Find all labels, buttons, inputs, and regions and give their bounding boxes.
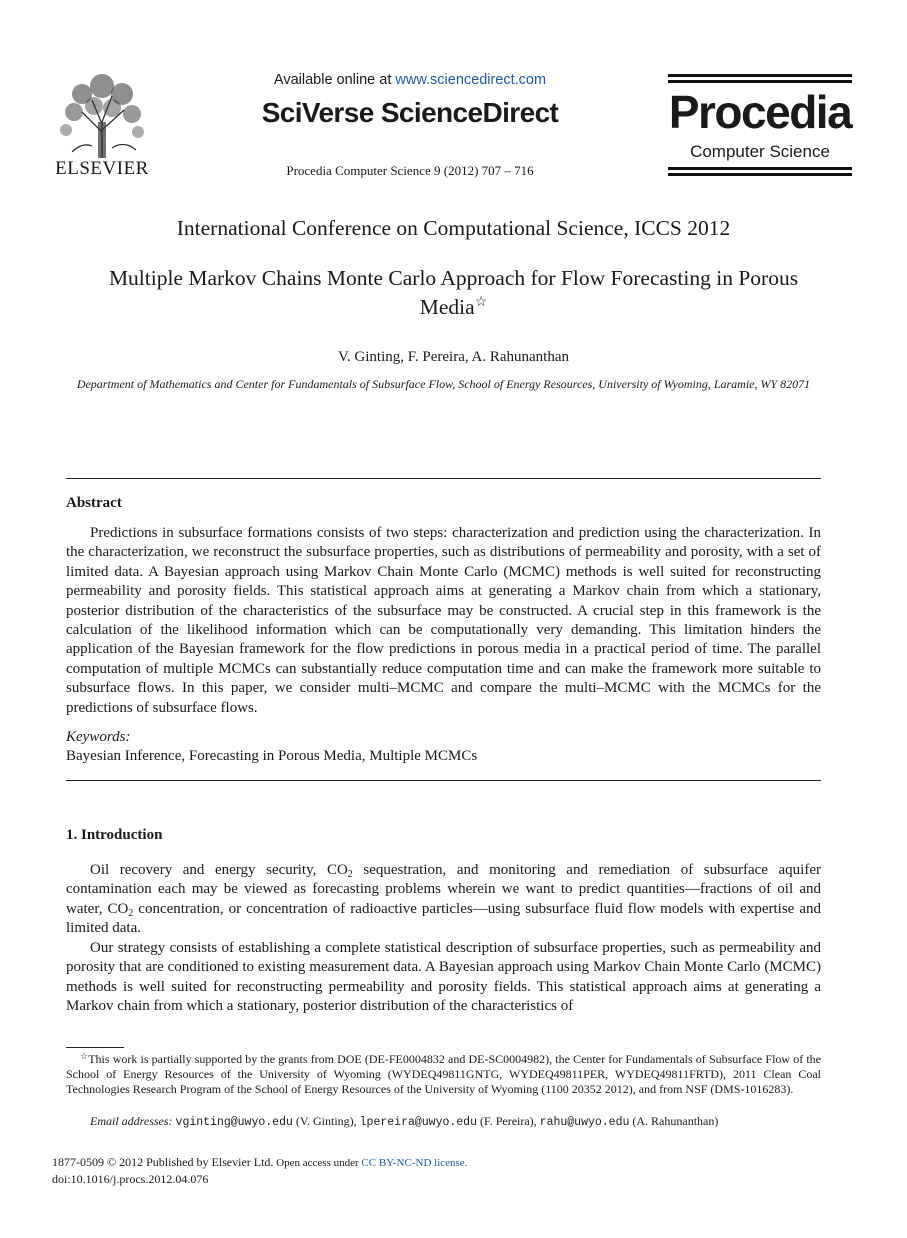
journal-reference: Procedia Computer Science 9 (2012) 707 – 716	[286, 163, 534, 178]
open-access-text: Open access under	[273, 1157, 362, 1169]
available-online-prefix: Available online at	[273, 72, 392, 88]
text-run: concentration, or concentration of radioactive particles—using subsurface fluid flow models with expertise and limited data.	[66, 900, 821, 937]
abstract-heading: Abstract	[66, 495, 122, 511]
email-addresses	[90, 1114, 821, 1129]
doi: doi:10.1016/j.procs.2012.04.076	[52, 1172, 209, 1186]
logo-bar	[668, 173, 852, 176]
abstract-text: Predictions in subsurface formations consists of two steps: characterization and prediction using the characterization. In the characterization, we reconstruct the subsurface properties, such as distributions of permeability and porosity, with a set of limited data. A Bayesian approach using Markov Chain Monte Carlo (MCMC) methods is well suited for reconstructing permeability and porosity fields. This statistical approach aims at generating a Markov chain from which a stationary, posterior distribution of the characteristics of the subsurface may be constructed. A crucial step in this framework is the calculation of the likelihood information which can be computationally very demanding. This limitation hinders the application of the Bayesian framework for the flow predictions in porous media in a practical period of time. The parallel computation of multiple MCMCs can substantially reduce computation time and can make the framework more suitable to subsurface flows. In this paper, we consider multi–MCMC and compare the multi–MCMC with the MCMCs for the predictions of subsurface flows.	[66, 525, 821, 716]
authors: V. Ginting, F. Pereira, A. Rahunanthan	[338, 349, 569, 365]
logo-bar	[668, 167, 852, 170]
footnote-text: This work is partially supported by the grants from DOE (DE-FE0004832 and DE-SC0004982), the Center for Fundamentals of Subsurface Flow of the School of Energy Resources of the University of Wyoming (WYDEQ49811GNTG, WYDEQ49811PER, WYDEQ49811FRTD), 2011 Clean Coal Technologies Research Program of the School of Energy Resources of the University of Wyoming (1100 20352 2012), and from NSF (DMS-1016283).	[66, 1052, 822, 1097]
logo-bar	[668, 74, 852, 77]
text-run: sequestration, and monitoring and remediation of subsurface aquifer contamination each may be viewed as forecasting problems wherein we want to predict quantities—fractions of oil and water, CO	[66, 862, 821, 917]
publication-info	[52, 1154, 467, 1187]
keywords: Bayesian Inference, Forecasting in Porous Media, Multiple MCMCs	[66, 748, 478, 764]
subscript: 2	[347, 869, 353, 880]
footnote	[66, 1052, 821, 1098]
email-link[interactable]: lpereira@uwyo.edu	[359, 1116, 477, 1129]
paper-title	[40, 264, 867, 322]
conference-name: International Conference on Computational Science, ICCS 2012	[176, 216, 731, 240]
keywords-label: Keywords:	[66, 729, 131, 745]
footnote-mark: ☆	[80, 1051, 89, 1061]
text-run: Oil recovery and energy security, CO	[90, 862, 348, 878]
title-line-2: Media	[419, 295, 475, 319]
journal-logo-subtitle: Computer Science	[690, 142, 830, 161]
available-online	[230, 72, 590, 88]
elsevier-tree-icon	[52, 72, 152, 160]
email-owner: (V. Ginting),	[292, 1114, 360, 1128]
title-line-1: Multiple Markov Chains Monte Carlo Approach for Flow Forecasting in Porous	[108, 266, 799, 290]
logo-bar	[668, 80, 852, 83]
issn-line: 1877-0509 © 2012 Published by Elsevier Ltd.	[52, 1155, 274, 1169]
email-link[interactable]: vginting@uwyo.edu	[175, 1116, 293, 1129]
introduction-paragraph-2: Our strategy consists of establishing a complete statistical description of subsurface properties, such as permeability and porosity that are conditioned to existing measurement data. A Bayesian approach using Markov Chain Monte Carlo (MCMC) methods is well suited for reconstructing permeability and porosity fields. This statistical approach aims at generating a Markov chain from which a stationary, posterior distribution of the characteristics of	[66, 940, 821, 1015]
elsevier-logo	[52, 72, 152, 180]
divider	[66, 780, 821, 781]
introduction-heading: 1. Introduction	[66, 827, 163, 843]
sciencedirect-link[interactable]: www.sciencedirect.com	[395, 72, 547, 88]
publisher-name: ELSEVIER	[55, 158, 149, 179]
affiliation: Department of Mathematics and Center for Fundamentals of Subsurface Flow, School of Energy Resources, University of Wyoming, Laramie, WY 82071	[76, 377, 811, 391]
journal-logo-title: Procedia	[668, 86, 852, 138]
platform-name: SciVerse ScienceDirect	[261, 97, 559, 128]
subscript: 2	[128, 907, 134, 919]
email-owner: (A. Rahunanthan)	[629, 1114, 719, 1128]
footnote-rule	[66, 1047, 124, 1048]
email-label: Email addresses:	[90, 1114, 173, 1128]
title-footnote-mark[interactable]: ☆	[474, 295, 488, 310]
license-link[interactable]: CC BY-NC-ND license.	[361, 1157, 468, 1169]
divider	[66, 478, 821, 479]
email-link[interactable]: rahu@uwyo.edu	[539, 1116, 630, 1129]
email-owner: (F. Pereira),	[476, 1114, 540, 1128]
introduction-paragraph-1	[66, 861, 821, 939]
procedia-logo	[668, 74, 852, 176]
